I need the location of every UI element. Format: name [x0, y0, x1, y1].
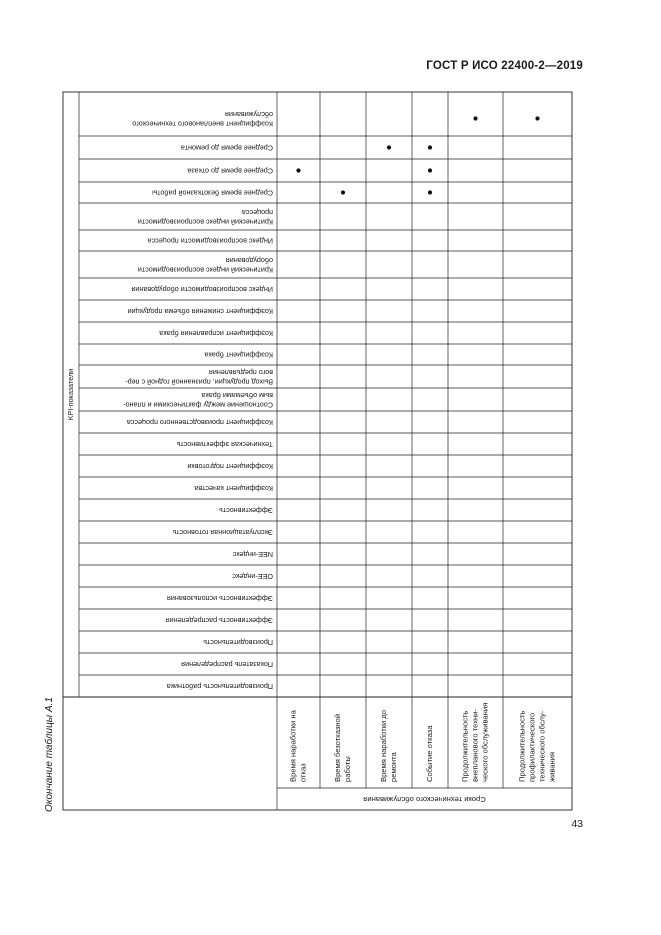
- row-label: вым объемами брака: [201, 390, 273, 400]
- table-row: [167, 682, 273, 691]
- mark-dot: [473, 116, 477, 120]
- row-label: обслуживания: [225, 109, 273, 119]
- column-header-line: Событие отказа: [425, 725, 434, 782]
- table-row: [138, 208, 273, 227]
- columns-group-label: Сроки технического обслуживания: [363, 795, 486, 804]
- row-label: OEE-индекс: [232, 572, 273, 582]
- column-header-line: технического обслу-: [537, 710, 547, 782]
- table-row: [181, 660, 273, 669]
- table-row: [128, 307, 273, 316]
- column-header-line: внепланового техни-: [470, 709, 480, 782]
- row-label: Среднее время до отказа: [187, 166, 273, 176]
- table-row: [194, 484, 273, 493]
- row-label: NEE-индекс: [232, 550, 273, 560]
- table-row: [125, 368, 273, 387]
- table-row: [152, 189, 432, 198]
- column-header-line: работы: [343, 756, 352, 782]
- table-row: [159, 329, 273, 338]
- column-header-line: профилактического: [527, 712, 537, 782]
- row-label: Эффективность распределения: [165, 616, 273, 626]
- table-row: [187, 167, 432, 176]
- mark-dot: [535, 116, 539, 120]
- column-header: [518, 710, 557, 782]
- table-row: [138, 256, 273, 275]
- document-header: ГОСТ Р ИСО 22400-2—2019: [426, 60, 583, 72]
- table-row: [232, 572, 273, 581]
- row-label: Эксплуатационная готовность: [172, 528, 273, 538]
- mark-dot: [428, 190, 432, 194]
- row-label: Индекс воспроизводимости процесса: [147, 236, 273, 246]
- row-label: Коэффициент внепланового технического: [132, 119, 273, 129]
- table-row: [181, 144, 432, 153]
- row-label: процесса: [241, 207, 273, 217]
- column-header-line: Время безотказной: [333, 714, 342, 782]
- row-label: Производительность: [203, 638, 273, 648]
- mark-dot: [387, 145, 391, 149]
- row-label: Индекс воспроизводимости оборудования: [131, 285, 273, 295]
- table-row: [188, 462, 274, 471]
- table-row: [176, 440, 273, 449]
- row-label: оборудования: [225, 255, 273, 265]
- column-header-line: ческого обслуживания: [480, 702, 490, 782]
- kpi-group-label: KPI-показатели: [65, 368, 75, 421]
- row-label: Коэффициент снижения объема продукции: [127, 307, 273, 317]
- row-label: Соотношение между фактическими и плано-: [123, 400, 273, 410]
- row-label: Коэффициент производственного процесса: [126, 418, 273, 428]
- row-label: Коэффициент брака: [204, 350, 273, 360]
- row-label: Коэффициент качества: [194, 484, 273, 494]
- table-row: [167, 594, 273, 603]
- row-label: Производительность работника: [166, 682, 273, 692]
- table-row: [205, 351, 274, 360]
- table-row: [148, 237, 273, 246]
- table-row: [131, 285, 273, 294]
- mark-dot: [296, 168, 300, 172]
- table-caption: Окончание таблицы А.1: [44, 697, 55, 812]
- table-row: [132, 110, 539, 129]
- page-number: 43: [571, 818, 583, 830]
- mark-dot: [341, 190, 345, 194]
- mark-dot: [428, 168, 432, 172]
- row-label: Коэффициент подготовки: [187, 462, 273, 472]
- row-label: Критический индекс воспроизводимости: [137, 217, 273, 227]
- column-header: [425, 725, 434, 782]
- row-label: Критический индекс воспроизводимости: [137, 265, 273, 275]
- table-frame: [63, 92, 572, 810]
- row-label: Техническая эффективность: [176, 440, 273, 450]
- mark-dot: [428, 145, 432, 149]
- column-header-line: Время наработки до: [379, 709, 388, 782]
- column-header-line: Продолжительность: [517, 710, 527, 782]
- column-header: [379, 710, 398, 782]
- column-header-line: отказ: [298, 763, 308, 782]
- column-header-line: Продолжительность: [460, 710, 470, 782]
- column-header-line: живания: [547, 751, 557, 782]
- row-label: Эффективность: [219, 506, 273, 516]
- table-row: [172, 528, 273, 537]
- table-row: [123, 391, 273, 410]
- column-header-line: ремонта: [389, 752, 398, 782]
- row-label: Выход продукции, признанной годной с пер-: [125, 377, 273, 387]
- table-row: [219, 506, 273, 515]
- column-header: [289, 709, 308, 782]
- row-label: Среднее время до ремонта: [180, 143, 273, 153]
- row-label: Коэффициент исправления брака: [159, 329, 273, 339]
- column-header-line: Время наработки на: [288, 710, 298, 782]
- row-label: Эффективность использования: [166, 594, 273, 604]
- table-row: [203, 638, 273, 647]
- table-row: [127, 418, 273, 427]
- row-label: Показатель распределения: [181, 660, 273, 670]
- table-row: [166, 616, 273, 625]
- column-header: [333, 714, 352, 782]
- column-header: [461, 703, 490, 782]
- table-row: [232, 550, 273, 559]
- row-label: Среднее время безотказной работы: [152, 188, 273, 198]
- row-label: вого предъявления: [208, 367, 273, 377]
